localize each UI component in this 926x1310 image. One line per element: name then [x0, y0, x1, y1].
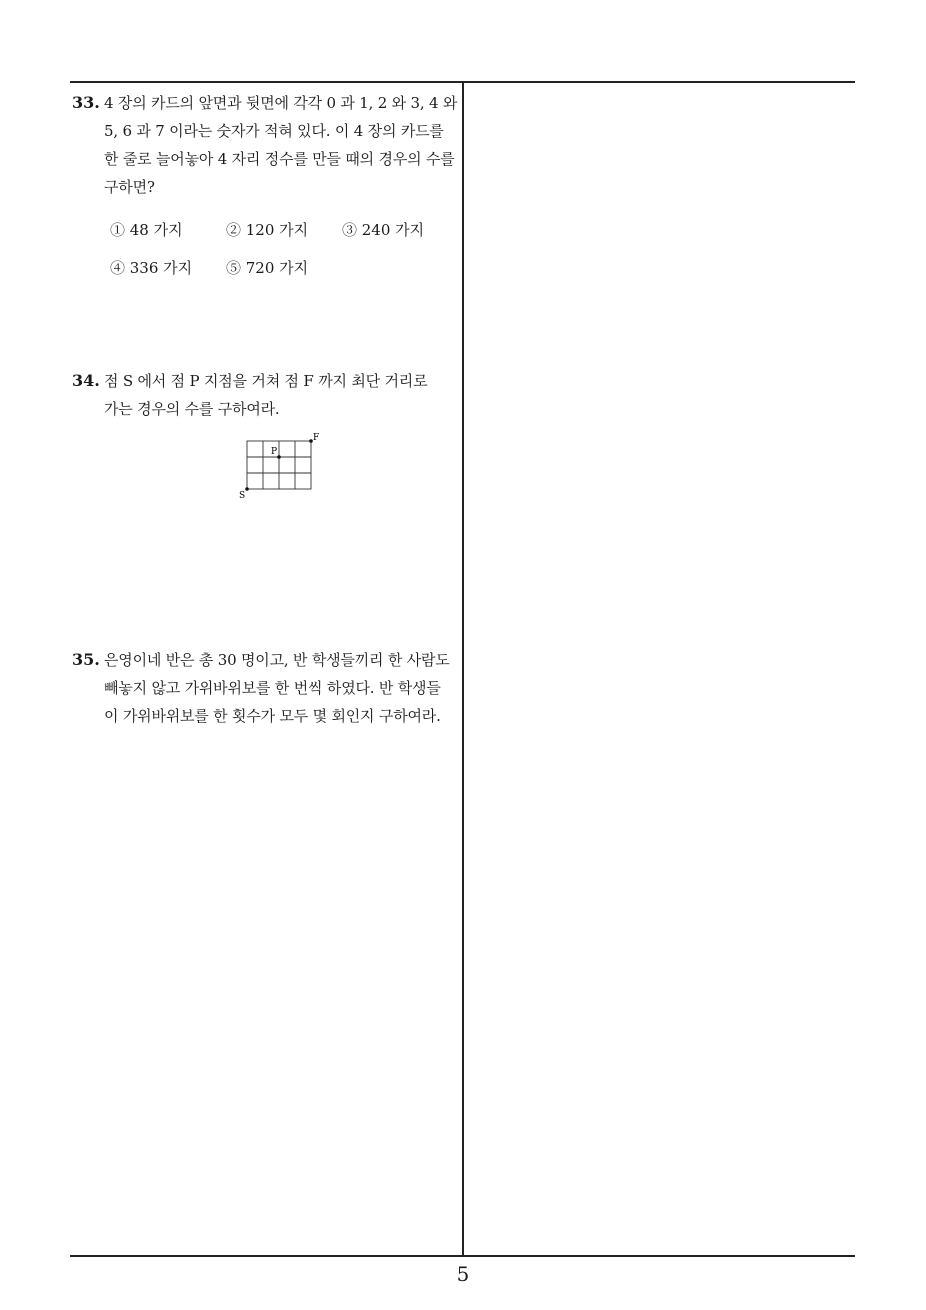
question-35 [72, 646, 460, 736]
question-text-line: 가는 경우의 수를 구하여라. [104, 400, 280, 418]
question-text-line: 한 줄로 늘어놓아 4 자리 정수를 만들 때의 경우의 수를 [104, 150, 455, 168]
label-p: P [271, 447, 278, 457]
page-number: 5 [456, 1262, 470, 1286]
question-text-line: 이 가위바위보를 한 횟수가 모두 몇 회인지 구하여라. [104, 707, 441, 725]
choice-5[interactable]: ⑤ 720 가지 [226, 259, 309, 277]
question-text-line: 5, 6 과 7 이라는 숫자가 적혀 있다. 이 4 장의 카드를 [104, 122, 444, 140]
question-text-line: 구하면? [104, 178, 155, 196]
question-number: 33. [72, 93, 100, 112]
grid-figure [230, 428, 330, 504]
label-s: S [239, 491, 246, 501]
column-divider [462, 82, 464, 1257]
question-text-line: 4 장의 카드의 앞면과 뒷면에 각각 0 과 1, 2 와 3, 4 와 [104, 94, 458, 112]
question-number: 35. [72, 650, 100, 669]
label-f: F [313, 433, 320, 443]
question-33 [72, 89, 460, 289]
footer-rule [70, 1255, 855, 1257]
question-text-line: 점 S 에서 점 P 지점을 거쳐 점 F 까지 최단 거리로 [104, 372, 428, 390]
choice-1[interactable]: ① 48 가지 [110, 221, 183, 239]
question-number: 34. [72, 371, 100, 390]
point-p [277, 455, 281, 459]
question-text-line: 은영이네 반은 총 30 명이고, 반 학생들끼리 한 사람도 [104, 651, 450, 669]
choice-4[interactable]: ④ 336 가지 [110, 259, 193, 277]
point-s [245, 487, 249, 491]
choice-2[interactable]: ② 120 가지 [226, 221, 309, 239]
question-text-line: 빼놓지 않고 가위바위보를 한 번씩 하였다. 반 학생들 [104, 679, 441, 697]
choice-3[interactable]: ③ 240 가지 [342, 221, 425, 239]
